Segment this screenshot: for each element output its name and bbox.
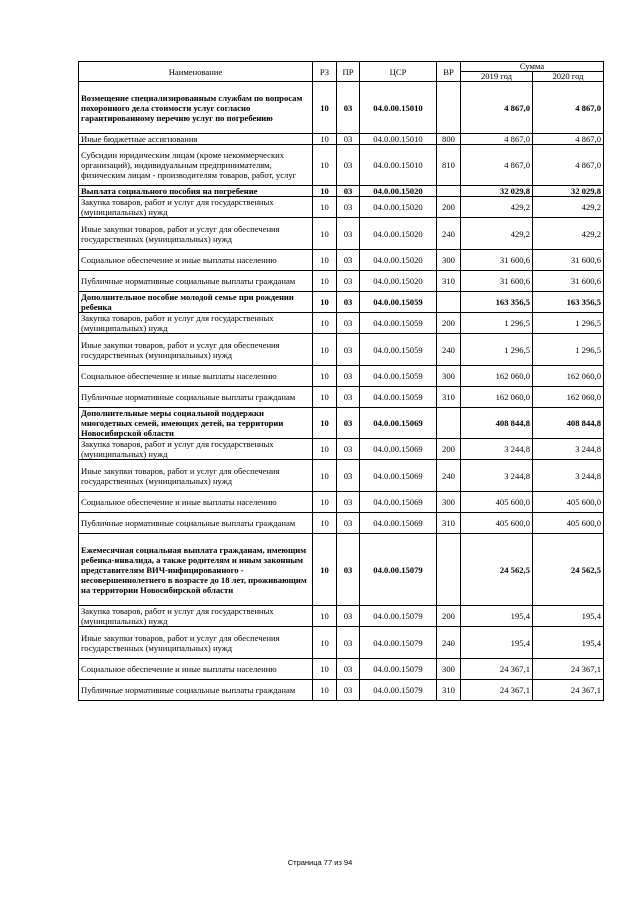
row-rz: 10 [313, 313, 337, 334]
row-rz: 10 [313, 606, 337, 627]
row-csr: 04.0.00.15069 [360, 460, 437, 492]
row-pr: 03 [337, 366, 360, 387]
table-row [79, 313, 604, 334]
table-row [79, 460, 604, 492]
row-rz: 10 [313, 186, 337, 197]
row-sum-2019: 1 296,5 [461, 313, 533, 334]
row-sum-2019: 195,4 [461, 627, 533, 659]
row-vr [437, 408, 461, 439]
page-number: Страница 77 из 94 [287, 858, 353, 867]
row-pr: 03 [337, 492, 360, 513]
row-vr: 310 [437, 513, 461, 534]
row-sum-2019: 24 367,1 [461, 659, 533, 680]
row-rz: 10 [313, 134, 337, 145]
row-rz: 10 [313, 250, 337, 271]
row-sum-2019: 195,4 [461, 606, 533, 627]
row-name: Социальное обеспечение и иные выплаты населению [79, 659, 313, 680]
row-rz: 10 [313, 439, 337, 460]
row-sum-2020: 408 844,8 [533, 408, 604, 439]
table-row [79, 145, 604, 186]
table-row [79, 387, 604, 408]
row-sum-2019: 24 367,1 [461, 680, 533, 701]
row-sum-2020: 195,4 [533, 606, 604, 627]
row-vr: 240 [437, 627, 461, 659]
row-rz: 10 [313, 659, 337, 680]
row-rz: 10 [313, 145, 337, 186]
row-vr: 300 [437, 250, 461, 271]
row-csr: 04.0.00.15010 [360, 82, 437, 134]
row-sum-2019: 3 244,8 [461, 439, 533, 460]
row-pr: 03 [337, 513, 360, 534]
row-name: Иные бюджетные ассигнования [79, 134, 313, 145]
row-csr: 04.0.00.15059 [360, 313, 437, 334]
table-row [79, 492, 604, 513]
row-vr: 310 [437, 271, 461, 292]
row-csr: 04.0.00.15059 [360, 334, 437, 366]
row-vr: 240 [437, 334, 461, 366]
table-row [79, 292, 604, 313]
row-pr: 03 [337, 334, 360, 366]
table-row [79, 366, 604, 387]
row-rz: 10 [313, 387, 337, 408]
row-rz: 10 [313, 627, 337, 659]
row-pr: 03 [337, 439, 360, 460]
table-row [79, 659, 604, 680]
row-sum-2020: 31 600,6 [533, 250, 604, 271]
row-sum-2019: 4 867,0 [461, 145, 533, 186]
row-rz: 10 [313, 408, 337, 439]
table-row [79, 439, 604, 460]
row-rz: 10 [313, 218, 337, 250]
row-name: Иные закупки товаров, работ и услуг для обеспечения государственных (муниципальных) нужд [79, 218, 313, 250]
row-sum-2020: 4 867,0 [533, 134, 604, 145]
row-rz: 10 [313, 680, 337, 701]
table-row [79, 534, 604, 606]
row-sum-2019: 31 600,6 [461, 250, 533, 271]
row-csr: 04.0.00.15079 [360, 627, 437, 659]
row-name: Социальное обеспечение и иные выплаты населению [79, 250, 313, 271]
row-name: Социальное обеспечение и иные выплаты населению [79, 492, 313, 513]
row-sum-2019: 163 356,5 [461, 292, 533, 313]
row-sum-2020: 3 244,8 [533, 460, 604, 492]
row-pr: 03 [337, 460, 360, 492]
row-sum-2020: 429,2 [533, 197, 604, 218]
row-csr: 04.0.00.15069 [360, 492, 437, 513]
header-name: Наименование [79, 62, 313, 82]
table-row [79, 250, 604, 271]
row-sum-2019: 408 844,8 [461, 408, 533, 439]
row-vr [437, 534, 461, 606]
row-name: Иные закупки товаров, работ и услуг для обеспечения государственных (муниципальных) нужд [79, 627, 313, 659]
row-name: Публичные нормативные социальные выплаты гражданам [79, 513, 313, 534]
row-name: Ежемесячная социальная выплата гражданам, имеющим ребенка-инвалида, а также родителям и иным законным представителям ВИЧ-инфицированного - несовершеннолетнего в возрасте до 18 лет, проживающим на территории Новосибирской области [79, 534, 313, 606]
row-pr: 03 [337, 313, 360, 334]
row-rz: 10 [313, 82, 337, 134]
row-pr: 03 [337, 186, 360, 197]
row-sum-2020: 162 060,0 [533, 366, 604, 387]
header-vr: ВР [437, 62, 461, 82]
row-vr: 800 [437, 134, 461, 145]
table-row [79, 186, 604, 197]
row-csr: 04.0.00.15020 [360, 271, 437, 292]
row-csr: 04.0.00.15069 [360, 408, 437, 439]
row-pr: 03 [337, 534, 360, 606]
row-sum-2019: 32 029,8 [461, 186, 533, 197]
row-sum-2020: 4 867,0 [533, 145, 604, 186]
row-sum-2020: 162 060,0 [533, 387, 604, 408]
row-name: Публичные нормативные социальные выплаты гражданам [79, 271, 313, 292]
row-sum-2019: 429,2 [461, 218, 533, 250]
row-sum-2019: 3 244,8 [461, 460, 533, 492]
row-vr [437, 82, 461, 134]
row-vr: 240 [437, 218, 461, 250]
row-vr [437, 292, 461, 313]
row-csr: 04.0.00.15059 [360, 387, 437, 408]
table-row [79, 197, 604, 218]
table-header [79, 62, 604, 82]
row-vr: 810 [437, 145, 461, 186]
row-vr: 300 [437, 492, 461, 513]
table-row [79, 218, 604, 250]
row-vr: 200 [437, 439, 461, 460]
row-pr: 03 [337, 218, 360, 250]
row-name: Иные закупки товаров, работ и услуг для обеспечения государственных (муниципальных) нужд [79, 460, 313, 492]
row-sum-2019: 4 867,0 [461, 134, 533, 145]
row-name: Закупка товаров, работ и услуг для государственных (муниципальных) нужд [79, 606, 313, 627]
table-row [79, 680, 604, 701]
row-rz: 10 [313, 492, 337, 513]
row-rz: 10 [313, 366, 337, 387]
row-csr: 04.0.00.15010 [360, 145, 437, 186]
row-vr: 240 [437, 460, 461, 492]
row-sum-2019: 429,2 [461, 197, 533, 218]
row-vr: 200 [437, 313, 461, 334]
row-pr: 03 [337, 145, 360, 186]
row-name: Дополнительное пособие молодой семье при рождении ребенка [79, 292, 313, 313]
row-sum-2019: 405 600,0 [461, 513, 533, 534]
header-pr: ПР [337, 62, 360, 82]
row-vr: 310 [437, 387, 461, 408]
row-vr: 300 [437, 659, 461, 680]
row-sum-2020: 429,2 [533, 218, 604, 250]
row-csr: 04.0.00.15020 [360, 250, 437, 271]
row-csr: 04.0.00.15020 [360, 197, 437, 218]
row-csr: 04.0.00.15079 [360, 659, 437, 680]
header-year-2019: 2019 год [461, 72, 533, 82]
row-sum-2020: 163 356,5 [533, 292, 604, 313]
header-csr: ЦСР [360, 62, 437, 82]
table-row [79, 513, 604, 534]
row-pr: 03 [337, 250, 360, 271]
row-name: Выплата социального пособия на погребение [79, 186, 313, 197]
row-sum-2019: 31 600,6 [461, 271, 533, 292]
row-rz: 10 [313, 292, 337, 313]
row-pr: 03 [337, 387, 360, 408]
table-row [79, 627, 604, 659]
row-sum-2020: 32 029,8 [533, 186, 604, 197]
row-sum-2020: 1 296,5 [533, 313, 604, 334]
row-pr: 03 [337, 134, 360, 145]
row-vr: 200 [437, 197, 461, 218]
row-rz: 10 [313, 460, 337, 492]
row-csr: 04.0.00.15059 [360, 366, 437, 387]
table-body [79, 82, 604, 701]
row-name: Социальное обеспечение и иные выплаты населению [79, 366, 313, 387]
row-sum-2020: 195,4 [533, 627, 604, 659]
row-csr: 04.0.00.15069 [360, 439, 437, 460]
row-sum-2020: 24 367,1 [533, 659, 604, 680]
row-name: Закупка товаров, работ и услуг для государственных (муниципальных) нужд [79, 313, 313, 334]
row-sum-2020: 405 600,0 [533, 513, 604, 534]
row-name: Публичные нормативные социальные выплаты гражданам [79, 680, 313, 701]
row-sum-2020: 4 867,0 [533, 82, 604, 134]
table-row [79, 606, 604, 627]
row-sum-2020: 24 367,1 [533, 680, 604, 701]
row-name: Иные закупки товаров, работ и услуг для обеспечения государственных (муниципальных) нужд [79, 334, 313, 366]
row-name: Закупка товаров, работ и услуг для государственных (муниципальных) нужд [79, 439, 313, 460]
budget-table [78, 61, 604, 701]
row-pr: 03 [337, 659, 360, 680]
row-csr: 04.0.00.15069 [360, 513, 437, 534]
row-sum-2019: 1 296,5 [461, 334, 533, 366]
row-rz: 10 [313, 534, 337, 606]
table-row [79, 82, 604, 134]
table-row [79, 271, 604, 292]
row-pr: 03 [337, 292, 360, 313]
row-sum-2019: 24 562,5 [461, 534, 533, 606]
row-sum-2020: 405 600,0 [533, 492, 604, 513]
row-name: Дополнительные меры социальной поддержки многодетных семей, имеющих детей, на территории Новосибирской области [79, 408, 313, 439]
row-csr: 04.0.00.15079 [360, 534, 437, 606]
row-sum-2020: 24 562,5 [533, 534, 604, 606]
row-vr: 200 [437, 606, 461, 627]
row-csr: 04.0.00.15079 [360, 680, 437, 701]
row-pr: 03 [337, 197, 360, 218]
row-sum-2019: 405 600,0 [461, 492, 533, 513]
row-csr: 04.0.00.15020 [360, 186, 437, 197]
row-vr: 300 [437, 366, 461, 387]
row-sum-2019: 4 867,0 [461, 82, 533, 134]
row-sum-2020: 31 600,6 [533, 271, 604, 292]
header-year-2020: 2020 год [533, 72, 604, 82]
row-sum-2019: 162 060,0 [461, 366, 533, 387]
row-pr: 03 [337, 627, 360, 659]
row-name: Субсидии юридическим лицам (кроме некоммерческих организаций), индивидуальным предпринимателям, физическим лицам - производителям товаров, работ, услуг [79, 145, 313, 186]
row-csr: 04.0.00.15010 [360, 134, 437, 145]
row-sum-2020: 1 296,5 [533, 334, 604, 366]
header-sum: Сумма [461, 62, 604, 72]
row-sum-2020: 3 244,8 [533, 439, 604, 460]
table-row [79, 134, 604, 145]
row-csr: 04.0.00.15079 [360, 606, 437, 627]
row-name: Закупка товаров, работ и услуг для государственных (муниципальных) нужд [79, 197, 313, 218]
table-row [79, 334, 604, 366]
row-rz: 10 [313, 513, 337, 534]
row-vr [437, 186, 461, 197]
row-name: Публичные нормативные социальные выплаты гражданам [79, 387, 313, 408]
row-name: Возмещение специализированным службам по вопросам похоронного дела стоимости услуг согласно гарантированному перечню услуг по погребению [79, 82, 313, 134]
header-rz: РЗ [313, 62, 337, 82]
row-pr: 03 [337, 82, 360, 134]
row-rz: 10 [313, 334, 337, 366]
row-pr: 03 [337, 271, 360, 292]
row-vr: 310 [437, 680, 461, 701]
row-rz: 10 [313, 197, 337, 218]
row-csr: 04.0.00.15059 [360, 292, 437, 313]
row-rz: 10 [313, 271, 337, 292]
table-row [79, 408, 604, 439]
row-pr: 03 [337, 408, 360, 439]
row-pr: 03 [337, 606, 360, 627]
row-sum-2019: 162 060,0 [461, 387, 533, 408]
row-csr: 04.0.00.15020 [360, 218, 437, 250]
row-pr: 03 [337, 680, 360, 701]
